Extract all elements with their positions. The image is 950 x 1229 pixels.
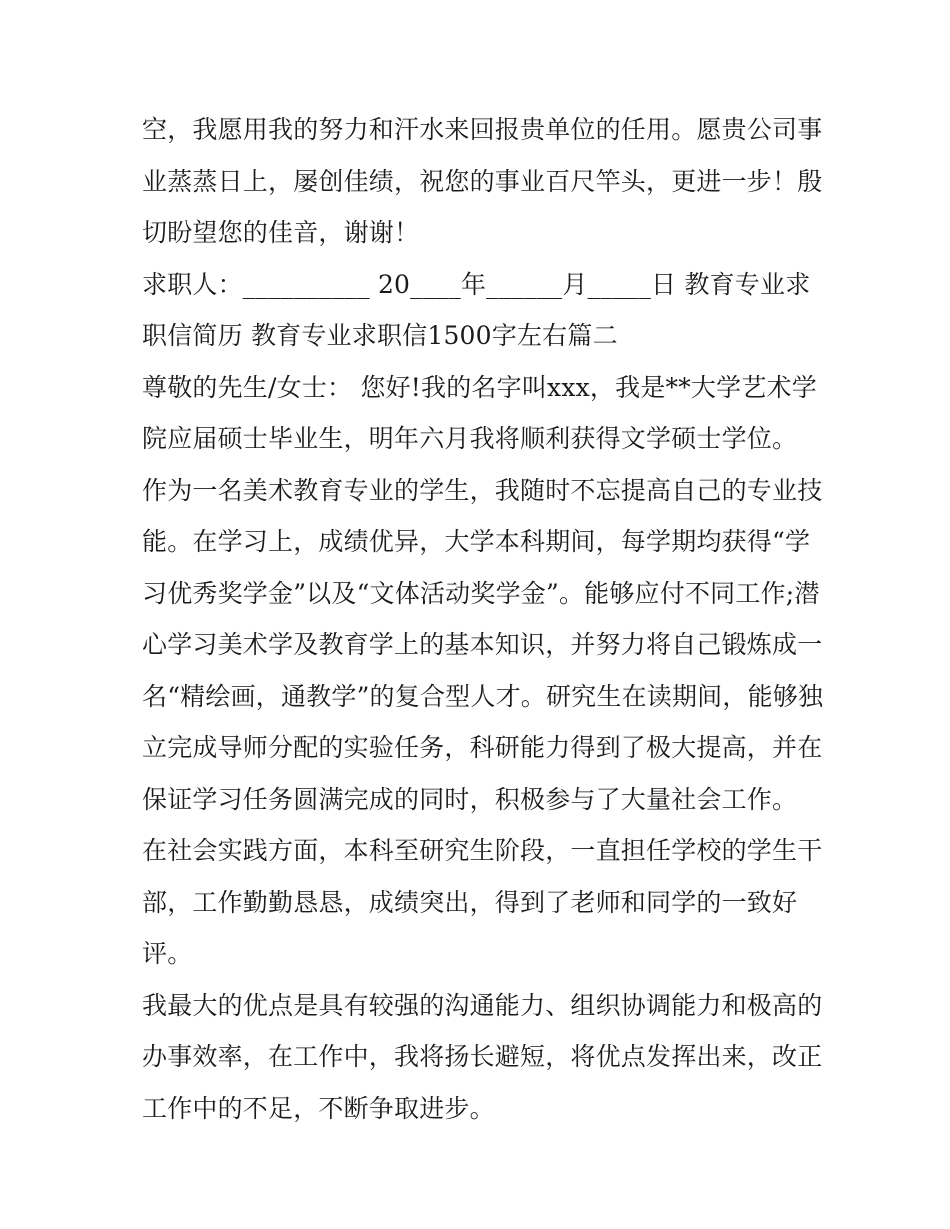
signature-line: 求职人：__________ 20____年______月_____日 教育专业求 xyxy=(142,269,811,299)
text-line: 能。在学习上，成绩优异，大学本科期间，每学期均获得“学 xyxy=(142,527,811,556)
text-line: 评。 xyxy=(142,939,193,968)
text-line: 切盼望您的佳音，谢谢！ xyxy=(142,218,420,247)
greeting-line: 尊敬的先生/女士： 您好!我的名字叫xxx，我是**大学艺术学 xyxy=(142,372,817,402)
text-line: 部，工作勤勤恳恳，成绩突出，得到了老师和同学的一致好 xyxy=(142,887,798,917)
letter-body xyxy=(142,104,822,1134)
text-line: 作为一名美术教育专业的学生，我随时不忘提高自己的专业技 xyxy=(142,475,823,505)
text-line: 业蒸蒸日上，屡创佳绩，祝您的事业百尺竿头，更进一步！殷 xyxy=(142,166,823,196)
text-line: 保证学习任务圆满完成的同时，积极参与了大量社会工作。 xyxy=(142,784,798,814)
text-line: 院应届硕士毕业生，明年六月我将顺利获得文学硕士学位。 xyxy=(142,424,798,453)
text-line: 在社会实践方面，本科至研究生阶段，一直担任学校的学生干 xyxy=(142,836,823,865)
text-line: 工作中的不足，不断争取进步。 xyxy=(142,1093,495,1123)
text-line: 名“精绘画，通教学”的复合型人才。研究生在读期间，能够独 xyxy=(142,681,824,711)
text-line: 空，我愿用我的努力和汗水来回报贵单位的任用。愿贵公司事 xyxy=(142,115,823,144)
text-line: 我最大的优点是具有较强的沟通能力、组织协调能力和极高的 xyxy=(142,990,823,1020)
text-line: 办事效率，在工作中，我将扬长避短，将优点发挥出来，改正 xyxy=(142,1042,823,1071)
text-line: 心学习美术学及教育学上的基本知识，并努力将自己锻炼成一 xyxy=(142,630,823,659)
section-title: 职信简历 教育专业求职信1500字左右篇二 xyxy=(142,321,618,350)
text-line: 立完成导师分配的实验任务，科研能力得到了极大提高，并在 xyxy=(142,733,823,762)
text-line: 习优秀奖学金”以及“文体活动奖学金”。能够应付不同工作;潜 xyxy=(142,578,820,608)
